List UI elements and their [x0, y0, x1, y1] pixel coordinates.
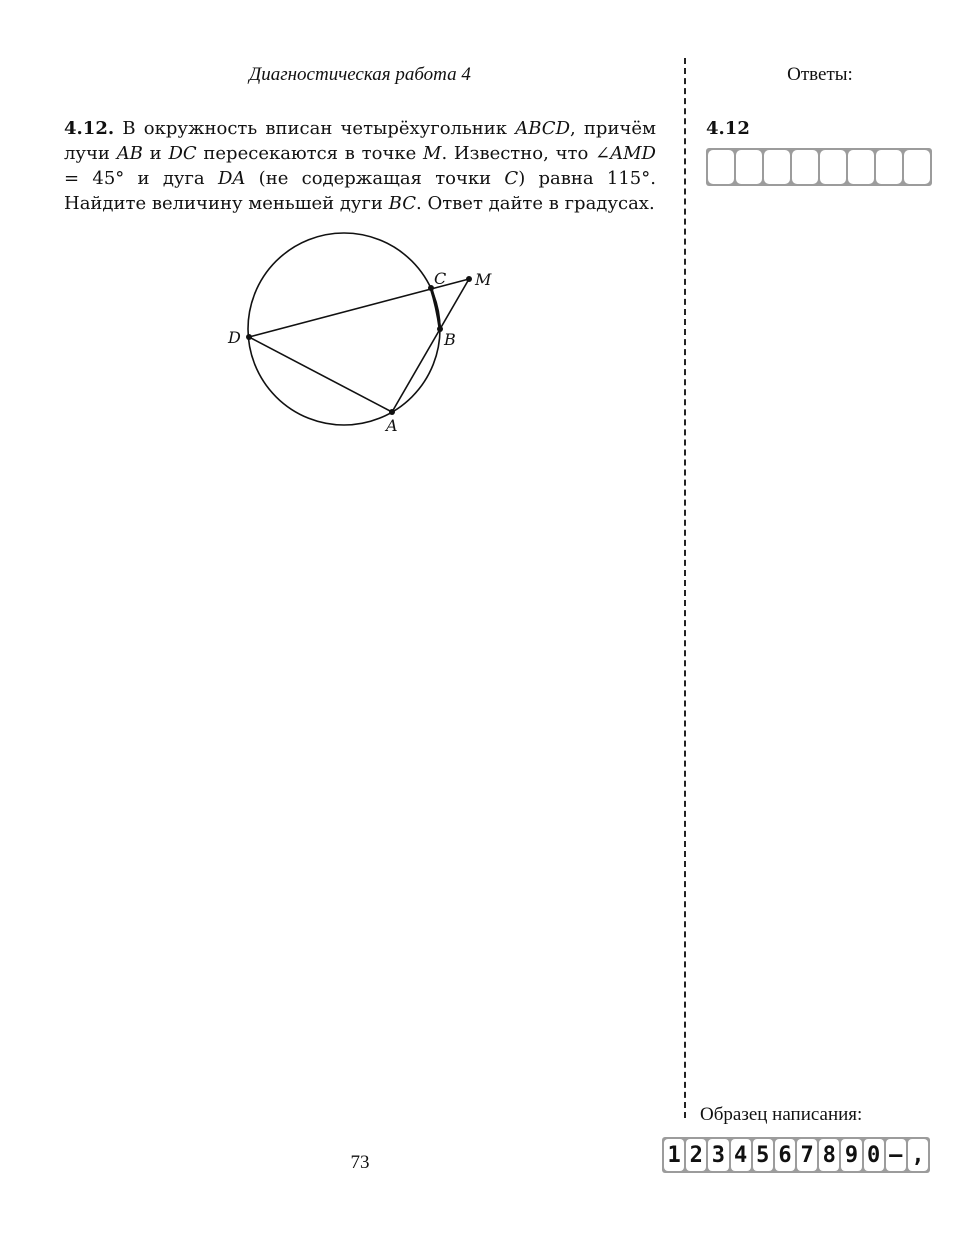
answer-cell[interactable]: [792, 150, 818, 184]
label-c: C: [434, 269, 447, 288]
sample-char: 7: [797, 1139, 817, 1171]
sample-char: 0: [864, 1139, 884, 1171]
label-a: A: [386, 416, 398, 435]
point-d: [246, 334, 252, 340]
problem-text: 4.12. В окружность вписан четырёхугольник ABCD, причём лучи AB и DC пересекаются в точке M. Известно, что ∠AMD = 45° и дуга DA (не содержащая точки C) равна 115°. Найдите величину меньшей дуги BC. Ответ дайте в градусах.: [64, 118, 656, 214]
answer-cell[interactable]: [708, 150, 734, 184]
label-m: M: [475, 270, 492, 289]
segment-am: [392, 279, 469, 412]
problem-number: 4.12.: [64, 118, 115, 139]
answer-cell[interactable]: [764, 150, 790, 184]
page-number: 73: [350, 1152, 370, 1173]
segment-da: [249, 337, 392, 412]
arc-bc: [431, 288, 440, 329]
sample-label: Образец написания:: [700, 1104, 863, 1125]
label-b: B: [444, 330, 456, 349]
sample-char: 2: [686, 1139, 706, 1171]
answers-title: Ответы:: [787, 64, 853, 85]
sample-char: 8: [819, 1139, 839, 1171]
answer-label: 4.12: [706, 118, 750, 139]
sample-char: ,: [908, 1139, 928, 1171]
answer-cell[interactable]: [848, 150, 874, 184]
sample-char: –: [886, 1139, 906, 1171]
page-header: Диагностическая работа 4: [249, 64, 471, 85]
sample-characters: [662, 1137, 930, 1173]
sample-char: 9: [841, 1139, 861, 1171]
sample-char: 3: [708, 1139, 728, 1171]
answer-cell[interactable]: [876, 150, 902, 184]
dashed-divider: [684, 58, 686, 1118]
sample-char: 5: [753, 1139, 773, 1171]
answer-cell[interactable]: [904, 150, 930, 184]
label-d: D: [228, 328, 241, 347]
answer-cell[interactable]: [736, 150, 762, 184]
sample-char: 4: [731, 1139, 751, 1171]
answer-cell[interactable]: [820, 150, 846, 184]
sample-char: 1: [664, 1139, 684, 1171]
point-b: [437, 326, 443, 332]
point-m: [466, 276, 472, 282]
geometry-figure: [210, 225, 510, 440]
point-a: [389, 409, 395, 415]
answer-input-boxes[interactable]: [706, 148, 932, 186]
sample-char: 6: [775, 1139, 795, 1171]
